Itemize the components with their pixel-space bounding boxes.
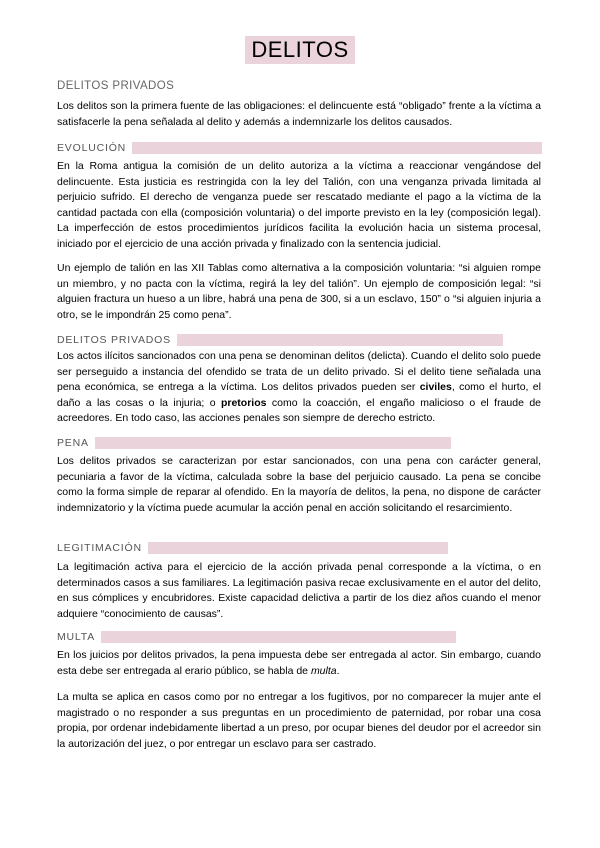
section-heading-label: EVOLUCIÓN (57, 142, 127, 154)
section-heading-multa (57, 630, 456, 644)
intro-paragraph: Los delitos son la primera fuente de las obligaciones: el delincuente está “obligado” frente a la víctima a satisfacerle la pena señalada al delito y además a indemnizarle los delitos causados. (57, 100, 541, 128)
intro-heading: DELITOS PRIVADOS (57, 80, 175, 92)
multa-text-1: En los juicios por delitos privados, la pena impuesta debe ser entregada al actor. Sin embargo, cuando esta debe ser entregada al erario público, se habla de (57, 649, 541, 677)
page-title: DELITOS (245, 36, 354, 64)
evolucion-paragraph-2: Un ejemplo de talión en las XII Tablas como alternativa a la composición voluntaria: “si alguien rompe un miembro, y no pacta con la víctima, regirá la ley del talión”. Un ejemplo de composición legal: “si alguien fractura un hueso a un libre, habrá una pena de 300, si a un esclavo, 150” o “si alguien injuria a otro, se le impondrán 25 como pena”. (57, 262, 541, 321)
multa-text-2: . (336, 664, 340, 677)
heading-highlight-bar (177, 334, 503, 346)
multa-paragraph-2: La multa se aplica en casos como por no entregar a los fugitivos, por no comparecer la mujer ante el magistrado o no responder a sus preguntas en un procedimiento de paternidad, por robar una cosa propia, por ordenar indebidamente libertad a un preso, por ocupar bienes del deudor por el acreedor sin la autorización del juez, o por entregar un esclavo para ser castrado. (57, 691, 541, 750)
heading-highlight-bar (95, 437, 451, 449)
delitos-text-1: Los actos ilícitos sancionados con una pena se denominan delitos (delicta). Cuando el delito solo puede ser perseguido a instancia del ofendido se trata de un delito privado. Si el delito tiene señalada una pena económica, se entrega a la víctima. Los delitos privados pueden ser (57, 350, 541, 394)
heading-highlight-bar (101, 631, 456, 643)
pena-paragraph: Los delitos privados se caracterizan por estar sancionados, con una pena con carácter general, pecuniaria a favor de la víctima, calculada sobre la base del perjuicio causado. La pena se concibe como la forma simple de reparar al ofendido. En la mayoría de delitos, la pena, no dispone de carácter indemnizatorio y la víctima puede acumular la acción penal en acción solicitando el resarcimiento. (57, 455, 541, 514)
evolucion-paragraph-1: En la Roma antigua la comisión de un delito autoriza a la víctima a reaccionar vengándose del delincuente. Esta justicia es restringida con la ley del Talión, con una venganza privada limitada al perjuicio sufrido. El derecho de venganza puede ser rescatado mediante el pago a la víctima de la cantidad pactada con ella (composición voluntaria) o del importe previsto en la ley (composición legal). La imperfección de estos procedimientos jurídicos facilita la evolución hacia un sistema procesal, iniciado por el ejercicio de una acción privada y finalizado con la sentencia judicial. (57, 160, 541, 250)
section-heading-label: DELITOS PRIVADOS (57, 334, 171, 346)
section-heading-evolucion (57, 141, 542, 155)
section-heading-legitimacion (57, 541, 448, 555)
section-heading-label: LEGITIMACIÓN (57, 542, 142, 554)
section-heading-delitos (57, 333, 503, 347)
multa-term: multa (310, 664, 337, 677)
delitos-text-3: como la coacción, el engaño malicioso o el fraude de acreedores. En todo caso, las acciones penales son siempre de derecho estricto. (57, 396, 541, 425)
section-heading-label: MULTA (57, 631, 96, 643)
legitimacion-paragraph: La legitimación activa para el ejercicio de la acción privada penal corresponde a la víctima, o en determinados casos a sus familiares. La legitimación pasiva recae exclusivamente en el autor del delito, en sus cómplices y encubridores. Existe capacidad delictiva a partir de los diez años cuando el menor adquiere “conocimiento de causas”. (57, 561, 541, 620)
heading-highlight-bar (148, 542, 448, 554)
pretorios-term: pretorios (220, 396, 267, 409)
section-heading-label: PENA (57, 437, 89, 449)
heading-highlight-bar (132, 142, 542, 154)
multa-paragraph-1 (57, 648, 541, 679)
civiles-term: civiles (419, 381, 452, 394)
delitos-text-2: , como el hurto, el daño a las cosas o la injuria; o (57, 381, 541, 409)
title-container (0, 36, 600, 64)
delitos-paragraph (57, 349, 541, 427)
section-heading-pena (57, 436, 451, 450)
